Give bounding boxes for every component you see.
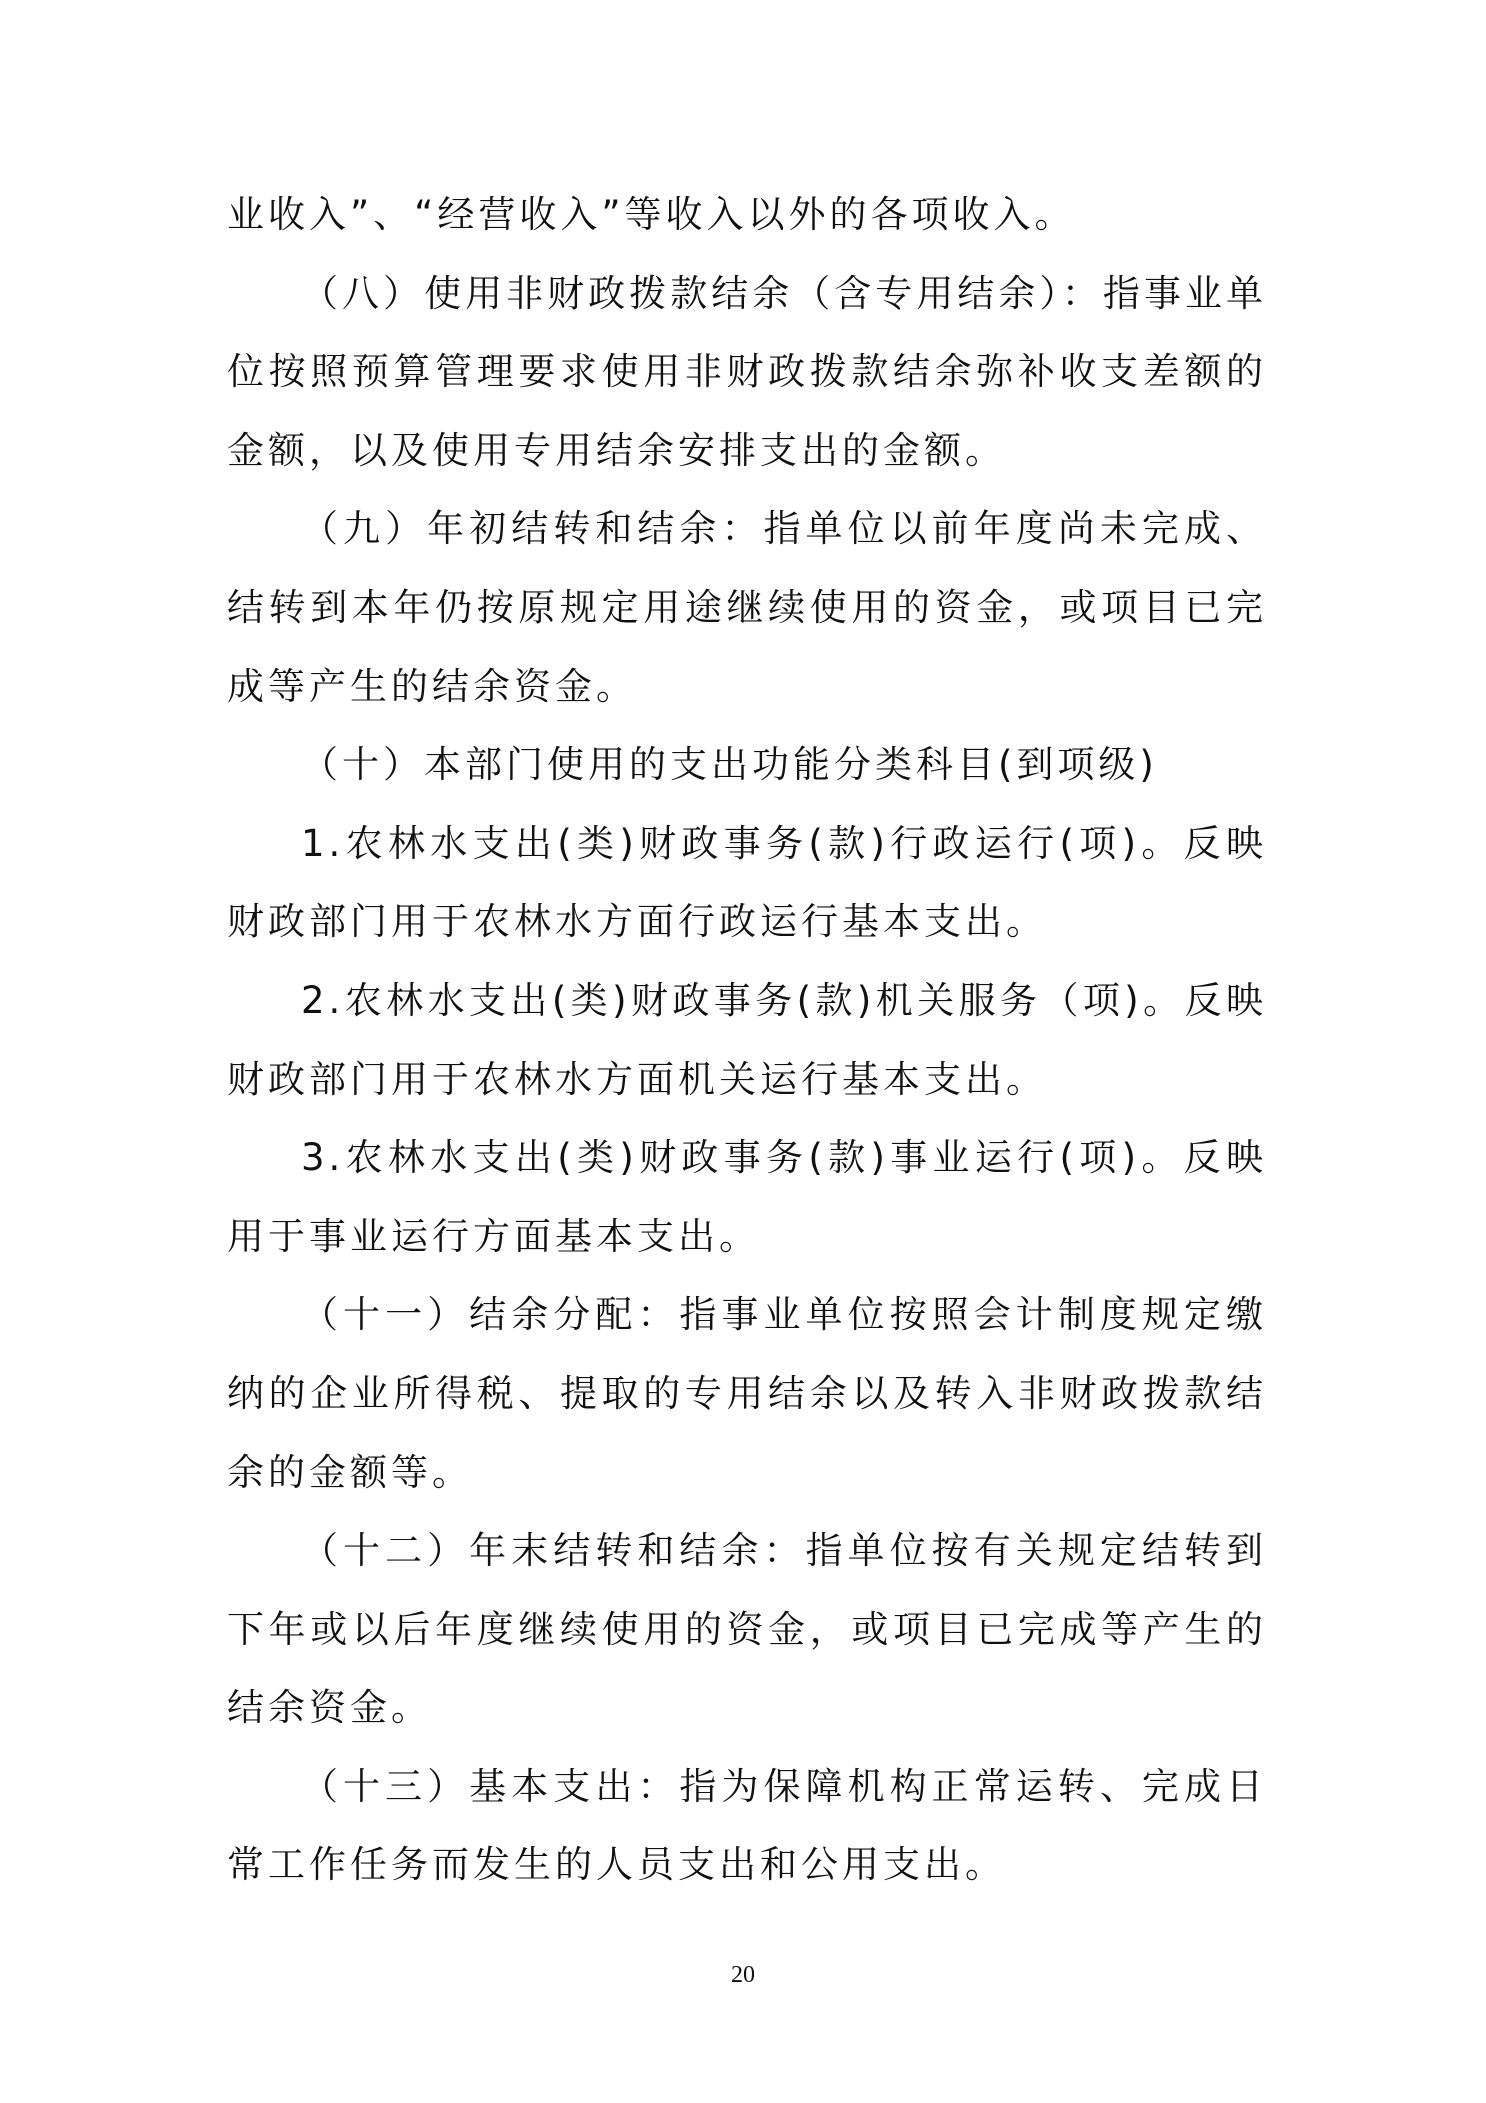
paragraph-item-2: 2.农林水支出(类)财政事务(款)机关服务（项)。反映财政部门用于农林水方面机关运行基本支出。	[227, 978, 1267, 1101]
document-body	[227, 176, 1267, 1905]
paragraph-item-3: 3.农林水支出(类)财政事务(款)事业运行(项)。反映用于事业运行方面基本支出。	[227, 1136, 1267, 1258]
paragraph-continuation-income: 业收入”、“经营收入”等收入以外的各项收入。	[227, 193, 1076, 236]
page-number: 20	[731, 1962, 755, 1988]
paragraph-section-12: （十二）年末结转和结余：指单位按有关规定结转到下年或以后年度继续使用的资金，或项目已完成等产生的结余资金。	[227, 1529, 1267, 1730]
paragraph-section-13: （十三）基本支出：指为保障机构正常运转、完成日常工作任务而发生的人员支出和公用支出。	[227, 1764, 1267, 1887]
paragraph-section-11: （十一）结余分配：指事业单位按照会计制度规定缴纳的企业所得税、提取的专用结余以及转入非财政拨款结余的金额等。	[227, 1293, 1267, 1494]
paragraph-item-1: 1.农林水支出(类)财政事务(款)行政运行(项)。反映财政部门用于农林水方面行政运行基本支出。	[227, 821, 1267, 944]
paragraph-section-9: （九）年初结转和结余：指单位以前年度尚未完成、结转到本年仍按原规定用途继续使用的资金，或项目已完成等产生的结余资金。	[227, 507, 1267, 708]
paragraph-section-10: （十）本部门使用的支出功能分类科目(到项级)	[301, 743, 1158, 787]
paragraph-section-8: （八）使用非财政拨款结余（含专用结余）：指事业单位按照预算管理要求使用非财政拨款结余弥补收支差额的金额，以及使用专用结余安排支出的金额。	[227, 271, 1267, 472]
